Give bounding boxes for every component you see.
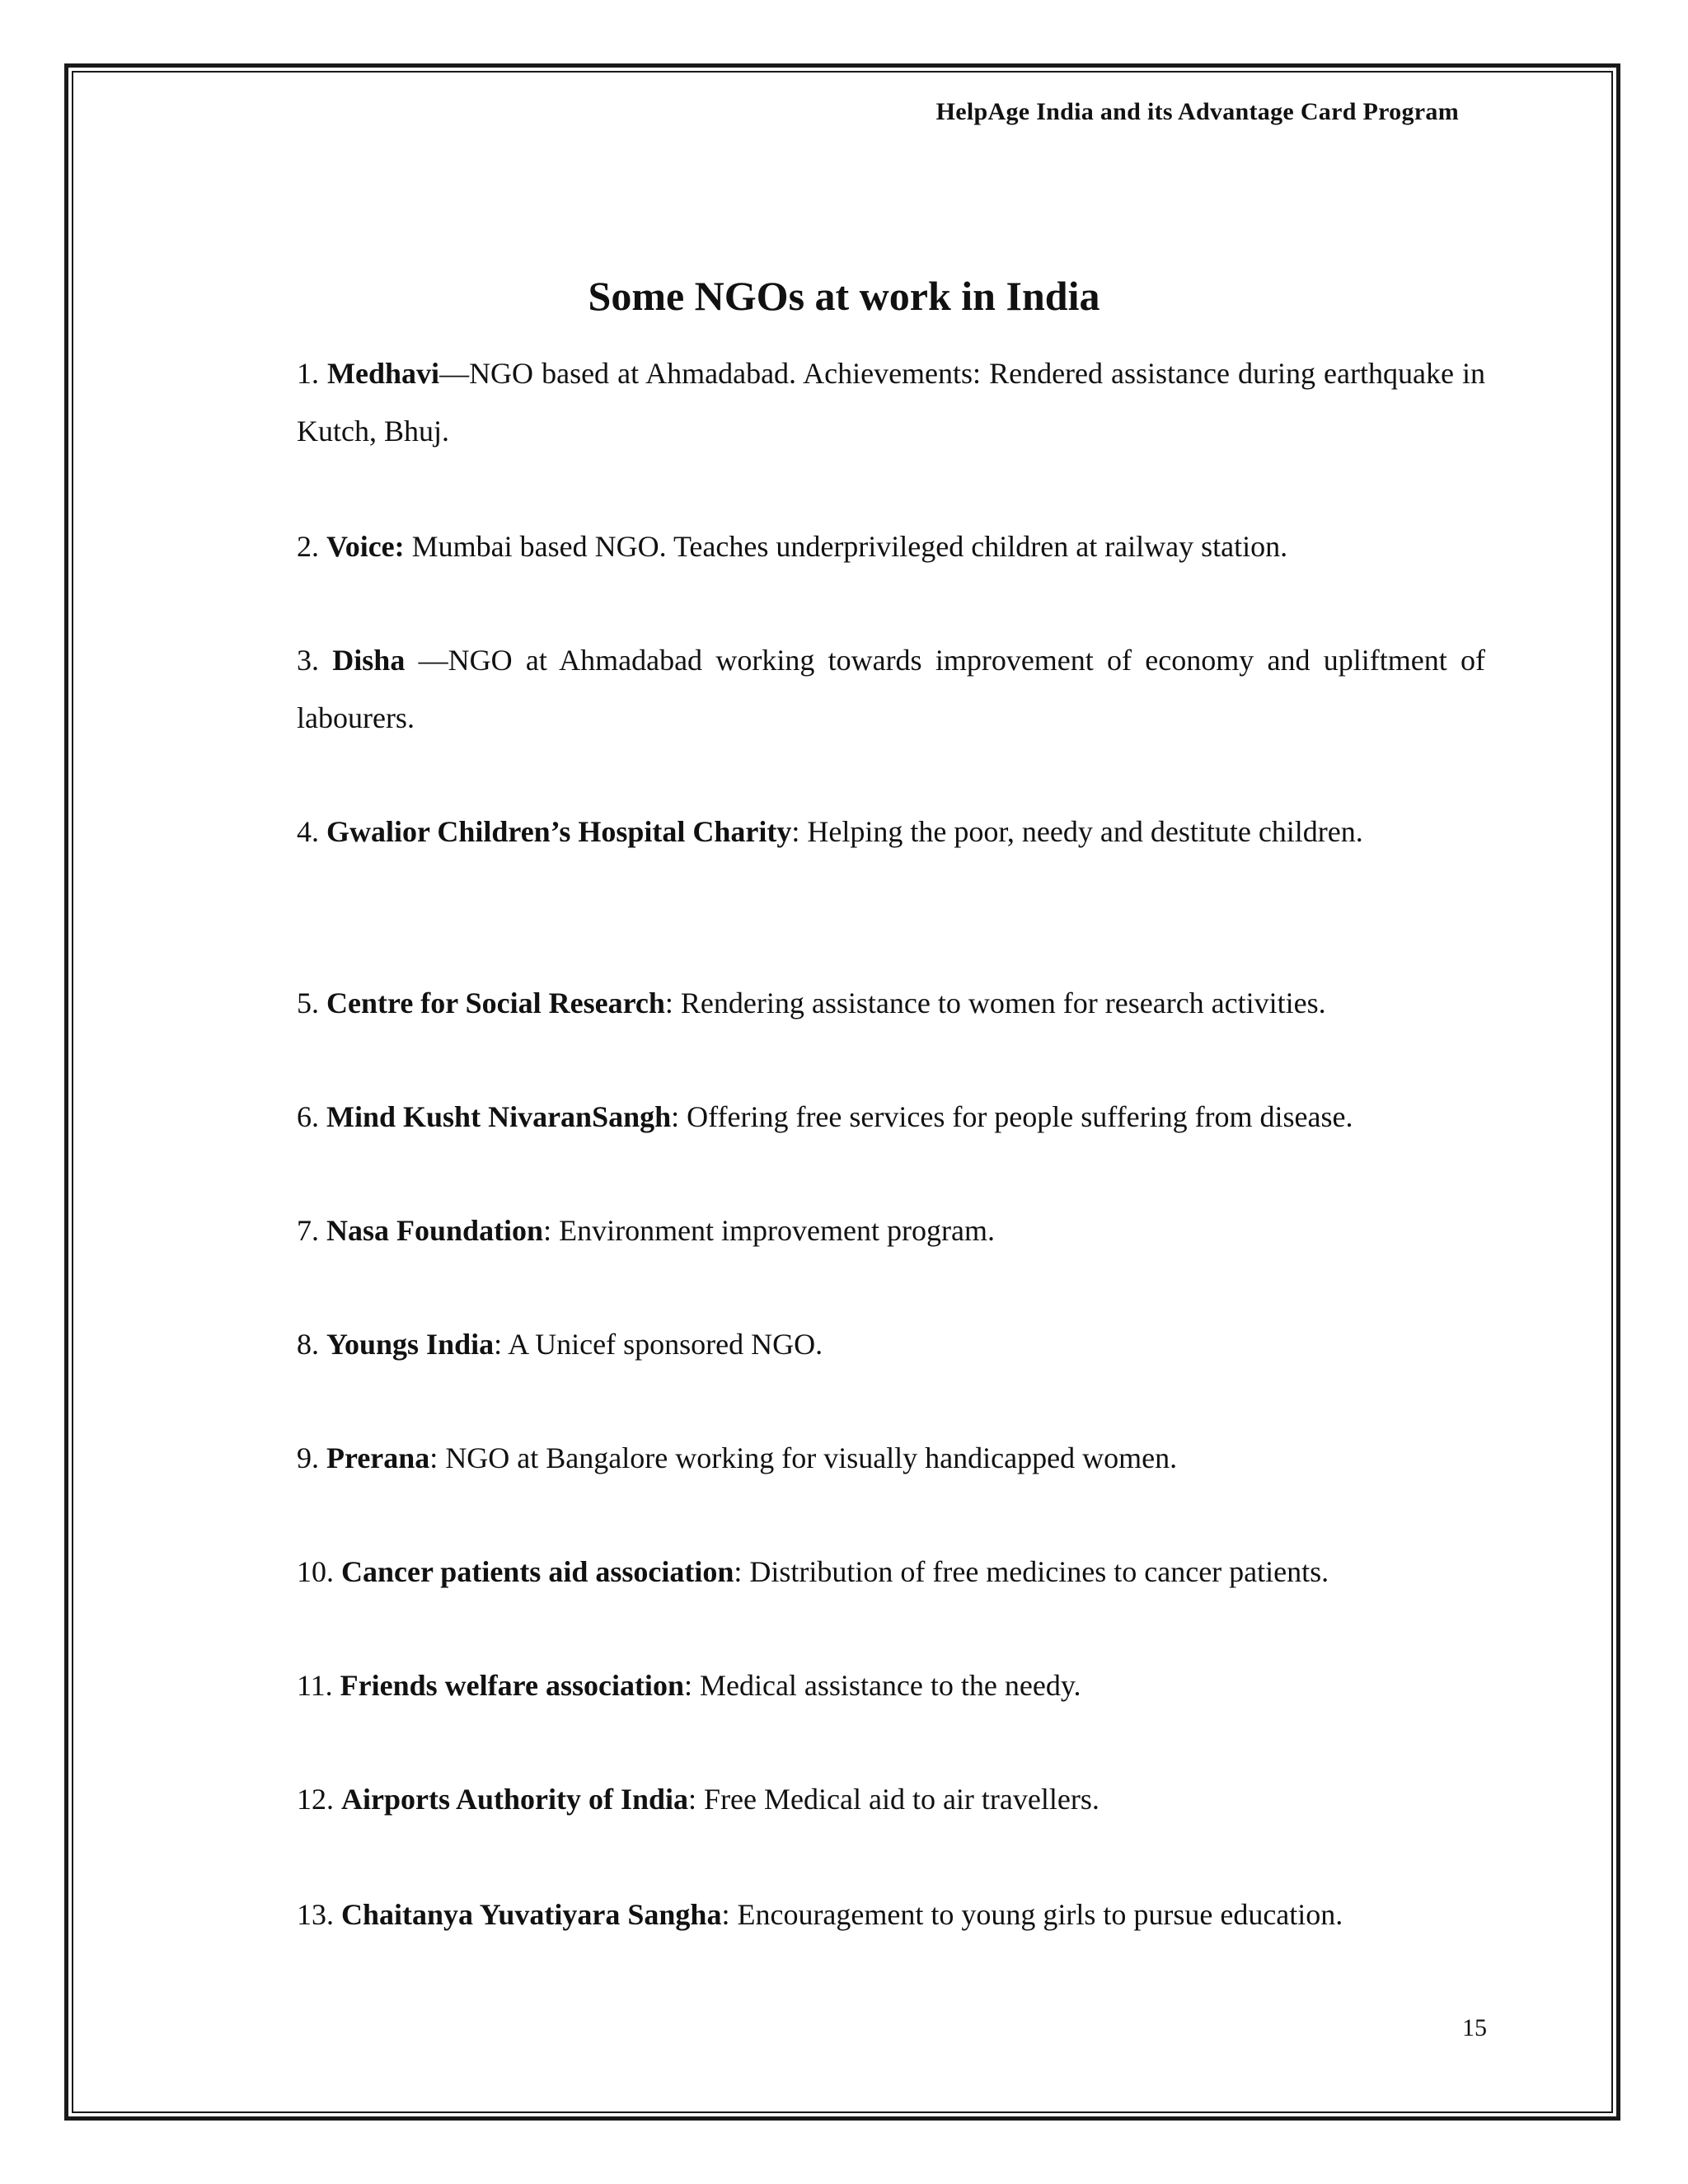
ngo-name: Centre for Social Research bbox=[326, 987, 665, 1019]
list-item bbox=[297, 631, 1485, 747]
ngo-name: Mind Kusht NivaranSangh bbox=[326, 1100, 672, 1133]
list-item bbox=[297, 1202, 1485, 1259]
page-title: Some NGOs at work in India bbox=[588, 273, 1100, 319]
page-number: 15 bbox=[1462, 2014, 1487, 2041]
item-separator: — bbox=[405, 644, 448, 677]
item-separator: : bbox=[543, 1214, 560, 1247]
item-number: 4. bbox=[297, 815, 319, 848]
ngo-description: A Unicef sponsored NGO. bbox=[508, 1328, 823, 1361]
item-separator: : bbox=[688, 1783, 705, 1816]
item-separator: : bbox=[494, 1328, 509, 1361]
list-item bbox=[297, 1770, 1485, 1828]
ngo-name: Medhavi bbox=[327, 357, 440, 390]
item-number: 6. bbox=[297, 1100, 319, 1133]
item-number: 11. bbox=[297, 1669, 333, 1702]
item-separator: : bbox=[429, 1441, 446, 1474]
ngo-description: NGO at Ahmadabad working towards improvement of economy and upliftment of labourers. bbox=[297, 644, 1486, 734]
ngo-description: Environment improvement program. bbox=[559, 1214, 995, 1247]
ngo-description: Mumbai based NGO. Teaches underprivileged children at railway station. bbox=[411, 530, 1288, 563]
ngo-description: NGO at Bangalore working for visually handicapped women. bbox=[445, 1441, 1178, 1474]
list-item bbox=[297, 1886, 1485, 1943]
ngo-description: NGO based at Ahmadabad. Achievements: Rendered assistance during earthquake in Kutch, Bhuj. bbox=[297, 357, 1485, 448]
list-item bbox=[297, 1429, 1485, 1487]
item-number: 13. bbox=[297, 1898, 334, 1931]
list-item bbox=[297, 344, 1485, 460]
item-number: 1. bbox=[297, 357, 319, 390]
ngo-name: Disha bbox=[332, 644, 406, 677]
running-header: HelpAge India and its Advantage Card Program bbox=[935, 98, 1459, 125]
item-separator: : bbox=[671, 1100, 687, 1133]
list-item bbox=[297, 974, 1485, 1032]
ngo-description: Rendering assistance to women for research activities. bbox=[680, 987, 1326, 1019]
ngo-description: Offering free services for people suffering from disease. bbox=[687, 1100, 1353, 1133]
item-number: 12. bbox=[297, 1783, 334, 1816]
ngo-description: Distribution of free medicines to cancer patients. bbox=[749, 1555, 1329, 1588]
list-item bbox=[297, 1088, 1485, 1146]
list-item bbox=[297, 803, 1485, 860]
ngo-description: Encouragement to young girls to pursue education. bbox=[737, 1898, 1343, 1931]
ngo-description: Medical assistance to the needy. bbox=[699, 1669, 1081, 1702]
item-number: 8. bbox=[297, 1328, 319, 1361]
ngo-name: Youngs India bbox=[326, 1328, 495, 1361]
list-item bbox=[297, 1543, 1485, 1601]
item-separator bbox=[405, 530, 412, 563]
item-separator: : bbox=[791, 815, 808, 848]
ngo-name: Gwalior Children’s Hospital Charity bbox=[326, 815, 792, 848]
item-number: 3. bbox=[297, 644, 319, 677]
ngo-description: Helping the poor, needy and destitute children. bbox=[807, 815, 1363, 848]
list-item bbox=[297, 518, 1485, 575]
ngo-name: Voice: bbox=[326, 530, 405, 563]
item-number: 5. bbox=[297, 987, 319, 1019]
list-item bbox=[297, 1315, 1485, 1373]
ngo-name: Prerana bbox=[326, 1441, 430, 1474]
ngo-name: Friends welfare association bbox=[340, 1669, 684, 1702]
item-number: 7. bbox=[297, 1214, 319, 1247]
item-number: 9. bbox=[297, 1441, 319, 1474]
item-separator: : bbox=[664, 987, 681, 1019]
ngo-name: Chaitanya Yuvatiyara Sangha bbox=[341, 1898, 722, 1931]
item-separator: : bbox=[734, 1555, 750, 1588]
item-separator: — bbox=[439, 357, 470, 390]
ngo-description: Free Medical aid to air travellers. bbox=[704, 1783, 1100, 1816]
list-item bbox=[297, 1657, 1485, 1714]
item-number: 2. bbox=[297, 530, 319, 563]
item-number: 10. bbox=[297, 1555, 334, 1588]
ngo-name: Cancer patients aid association bbox=[341, 1555, 734, 1588]
ngo-name: Nasa Foundation bbox=[326, 1214, 544, 1247]
item-separator: : bbox=[683, 1669, 700, 1702]
item-separator: : bbox=[721, 1898, 738, 1931]
ngo-name: Airports Authority of India bbox=[341, 1783, 689, 1816]
